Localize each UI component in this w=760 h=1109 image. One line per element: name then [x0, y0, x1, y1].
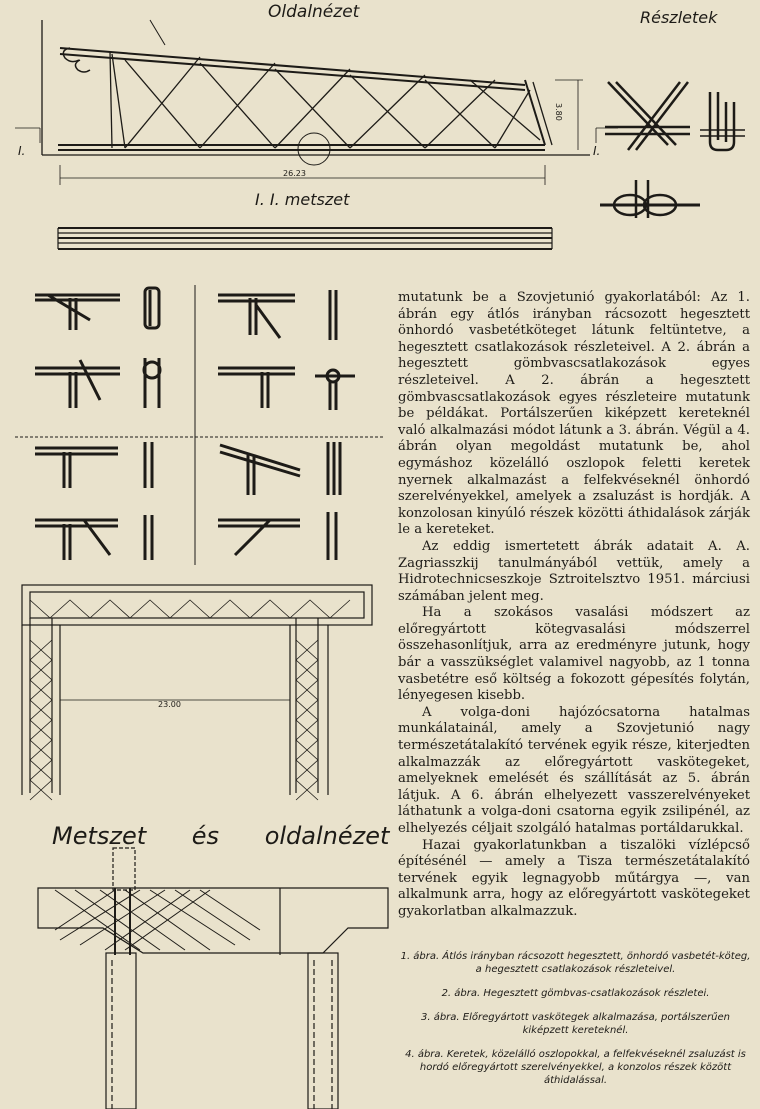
paragraph: Hazai gyakorlatunkban a tiszalöki vízlépcső építésénél — amely a Tisza természetátalakító tervének egyik legnagyobb műtárgya —, van alkalmunk arra, hogy az előregyártott vaskötegeket gyakorlatban alkalmazzuk. — [398, 837, 750, 919]
paragraph: Az eddig ismertetett ábrák adatait A. A. Zagriasszkij tanulmányából vettük, amely a Hidrotechnicseszkoje Sztroitelsztvo 1951. márciusi számában jelent meg. — [398, 538, 750, 604]
caption-fig4: 4. ábra. Keretek, közelálló oszlopokkal, a felfekvéseknél zsaluzást is hordó előregyártott szerelvényekkel, a konzolos részek között áthidalással. — [405, 1049, 746, 1086]
caption-fig2: 2. ábra. Hegesztett gömbvas-csatlakozások részletei. — [441, 988, 710, 999]
fig1-section — [58, 228, 552, 249]
side-view-label: Oldalnézet — [268, 2, 360, 22]
section-label: I. I. metszet — [255, 190, 350, 209]
paragraph: Ha a szokásos vasalási módszert az előregyártott kötegvasalási módszerrel összehasonlítjuk, arra az eredményre jutunk, hogy bár a vasszükséglet valamivel nagyobb, az 1 tonna vasbetétre eső költség a fokozott gépesítés folytán, lényegesen kisebb. — [398, 605, 750, 704]
section-side-label: Metszet és oldalnézet — [52, 822, 390, 850]
paragraph: A volga-doni hajózócsatorna hatalmas munkálatainál, amely a Szovjetunió nagy természetátalakító tervének egyik része, kiterjedten alkalmazzák az előregyártott vaskötegeket, amelyeknek emelését és szállítását az 5. ábrán látjuk. A 6. ábrán elhelyezett vasszerelvényeket láthatunk a volga-doni csatorna egyik zsilipénél, az elhelyezés céljait szolgáló hatalmas portáldarukkal. — [398, 704, 750, 836]
figure-captions — [398, 950, 753, 1098]
paragraph: mutatunk be a Szovjetunió gyakorlatából: Az 1. ábrán egy átlós irányban rácsozott hegesztett önhordó vasbetétköteget látunk feltüntetve, a hegesztett csatlakozások részleteivel. A 2. ábrán a hegesztett gömbvascsatlakozások egyes részleteivel. A 2. ábrán a hegesztett gömbvascsatlakozások egyes részleteire mutatunk be példákat. Portálszerűen kiképzett kereteknél való alkalmazási módot látunk a 3. ábrán. Végül a 4. ábrán olyan megoldást mutatunk be, ahol egymáshoz közelálló oszlopok feletti keretek nyernek alkalmazást a felfekvéseknél önhordó szerelvényekkel, amelyek a zsaluzást is hordják. A konzolosan kinyúló részek közötti áthidalások zárják le a kereteket. — [398, 290, 750, 538]
dim-height: 3.80 — [554, 103, 563, 121]
fig1-side-view — [15, 20, 618, 185]
fig1-details — [600, 82, 745, 218]
dim-length: 26.23 — [283, 169, 306, 178]
dim-span: 23.00 — [158, 700, 181, 709]
section-mark-right: I. — [593, 144, 601, 158]
fig3-portal-frame — [22, 585, 372, 800]
section-mark-left: I. — [18, 144, 26, 158]
article-body — [398, 290, 750, 921]
fig4-section-side — [38, 848, 388, 1109]
details-label: Részletek — [640, 8, 718, 27]
caption-fig3: 3. ábra. Előregyártott vaskötegek alkalmazása, portálszerűen kiképzett kereteknél. — [420, 1012, 731, 1036]
caption-fig1: 1. ábra. Átlós irányban rácsozott hegesztett, önhordó vasbetét-köteg, a hegesztett csatlakozások részleteivel. — [400, 951, 751, 975]
